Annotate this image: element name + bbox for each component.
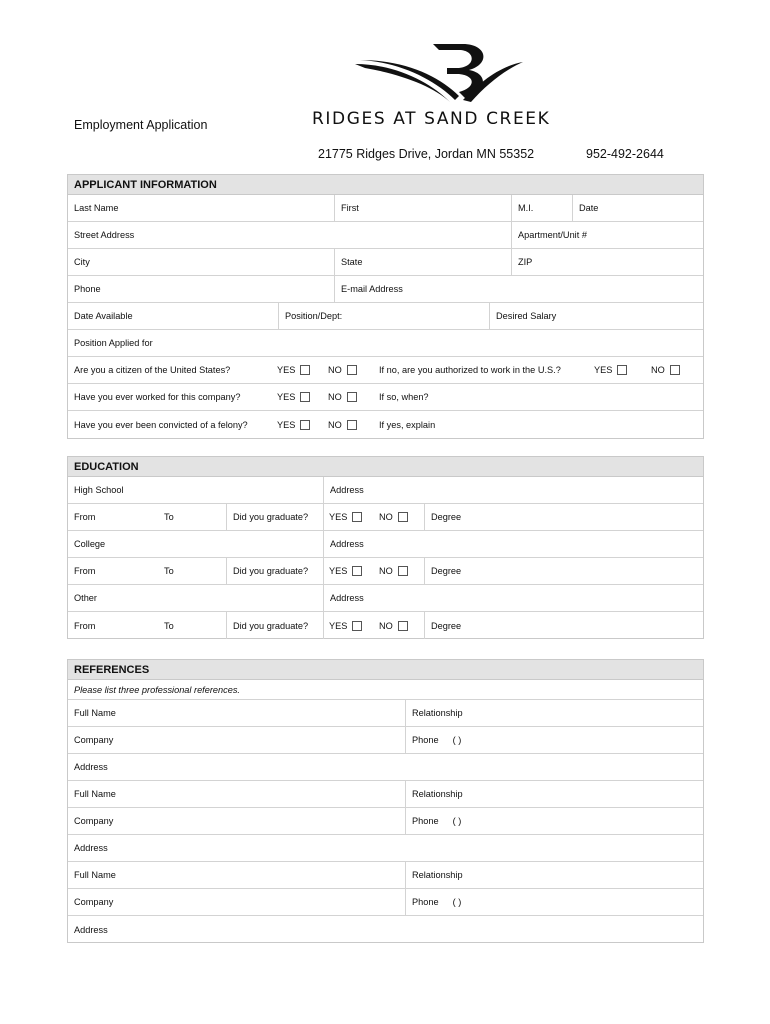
apartment-field[interactable]: Apartment/Unit #: [511, 222, 587, 248]
phone-area-code: ( ): [452, 735, 462, 745]
form-row: [68, 889, 703, 916]
checkbox[interactable]: [347, 365, 357, 375]
ref1-address-field[interactable]: Address: [74, 762, 108, 772]
email-field[interactable]: E-mail Address: [334, 276, 403, 302]
yes-label: YES: [329, 566, 348, 576]
hs-no-option[interactable]: [379, 504, 408, 530]
other-degree-field[interactable]: Degree: [424, 612, 461, 639]
no-label: NO: [328, 419, 342, 430]
form-row: [68, 531, 703, 558]
yes-label: YES: [594, 365, 613, 375]
ref1-full-name-field[interactable]: Full Name: [74, 708, 116, 718]
no-label: NO: [328, 365, 342, 375]
graduate-question: Did you graduate?: [226, 504, 308, 530]
felony-explain-field[interactable]: If yes, explain: [379, 419, 436, 430]
form-row: [68, 330, 703, 357]
college-field[interactable]: College: [74, 539, 106, 549]
high-school-field[interactable]: High School: [74, 485, 124, 495]
street-address-field[interactable]: Street Address: [74, 230, 135, 240]
form-row: [68, 916, 703, 943]
section-title: APPLICANT INFORMATION: [68, 175, 703, 195]
date-available-field[interactable]: Date Available: [74, 311, 133, 321]
no-label: NO: [651, 365, 665, 375]
citizen-no-option[interactable]: [328, 357, 357, 383]
ref2-address-field[interactable]: Address: [74, 843, 108, 853]
phone-field[interactable]: Phone: [74, 284, 101, 294]
company-phone: 952-492-2644: [586, 147, 664, 161]
checkbox[interactable]: [300, 420, 310, 430]
ref2-relationship-field[interactable]: Relationship: [405, 781, 463, 807]
ref3-phone-field[interactable]: [405, 889, 461, 915]
other-no-option[interactable]: [379, 612, 408, 639]
checkbox[interactable]: [398, 512, 408, 522]
college-to-field[interactable]: To: [164, 566, 174, 576]
graduate-question: Did you graduate?: [226, 612, 308, 639]
felony-no-option[interactable]: [328, 411, 357, 438]
position-dept-field[interactable]: Position/Dept:: [278, 303, 342, 329]
zip-field[interactable]: ZIP: [511, 249, 532, 275]
checkbox[interactable]: [352, 621, 362, 631]
citizen-yes-option[interactable]: [277, 357, 310, 383]
other-from-field[interactable]: From: [74, 620, 96, 631]
checkbox[interactable]: [398, 566, 408, 576]
middle-initial-field[interactable]: M.I.: [511, 195, 533, 221]
desired-salary-field[interactable]: Desired Salary: [489, 303, 556, 329]
form-row: [68, 781, 703, 808]
document-title: Employment Application: [74, 118, 208, 132]
checkbox[interactable]: [352, 512, 362, 522]
checkbox[interactable]: [347, 392, 357, 402]
form-row: [68, 249, 703, 276]
form-row: [68, 700, 703, 727]
yes-label: YES: [277, 419, 296, 430]
college-address-field[interactable]: Address: [323, 531, 364, 557]
hs-degree-field[interactable]: Degree: [424, 504, 461, 530]
phone-label: Phone: [412, 735, 439, 745]
date-field[interactable]: Date: [572, 195, 598, 221]
authorized-yes-option[interactable]: [594, 357, 627, 383]
phone-area-code: ( ): [452, 816, 462, 826]
high-school-address-field[interactable]: Address: [323, 477, 364, 503]
ref3-address-field[interactable]: Address: [74, 924, 108, 935]
worked-no-option[interactable]: [328, 384, 357, 410]
no-label: NO: [379, 566, 393, 576]
worked-when-field[interactable]: If so, when?: [379, 392, 429, 402]
ref1-relationship-field[interactable]: Relationship: [405, 700, 463, 726]
checkbox[interactable]: [352, 566, 362, 576]
college-from-field[interactable]: From: [74, 566, 96, 576]
phone-label: Phone: [412, 897, 439, 907]
yes-label: YES: [329, 512, 348, 522]
authorized-no-option[interactable]: [651, 357, 680, 383]
form-row: [68, 558, 703, 585]
college-no-option[interactable]: [379, 558, 408, 584]
brand-name: RIDGES AT SAND CREEK: [312, 109, 551, 129]
no-label: NO: [379, 512, 393, 522]
ref1-phone-field[interactable]: [405, 727, 461, 753]
form-row: [68, 195, 703, 222]
education-section: [67, 456, 704, 639]
checkbox[interactable]: [398, 621, 408, 631]
graduate-question: Did you graduate?: [226, 558, 308, 584]
checkbox[interactable]: [347, 420, 357, 430]
form-row: [68, 477, 703, 504]
hs-to-field[interactable]: To: [164, 512, 174, 522]
phone-area-code: ( ): [452, 897, 462, 907]
yes-label: YES: [277, 392, 296, 402]
state-field[interactable]: State: [334, 249, 362, 275]
form-row: [68, 303, 703, 330]
form-row: [68, 808, 703, 835]
form-row: [68, 680, 703, 700]
college-degree-field[interactable]: Degree: [424, 558, 461, 584]
checkbox[interactable]: [617, 365, 627, 375]
position-applied-field[interactable]: Position Applied for: [74, 338, 153, 348]
checkbox[interactable]: [300, 392, 310, 402]
form-row: [68, 727, 703, 754]
other-address-field[interactable]: Address: [323, 585, 364, 611]
form-row: [68, 862, 703, 889]
company-address: 21775 Ridges Drive, Jordan MN 55352: [318, 147, 535, 161]
checkbox[interactable]: [300, 365, 310, 375]
hs-from-field[interactable]: From: [74, 512, 96, 522]
form-row: [68, 754, 703, 781]
no-label: NO: [328, 392, 342, 402]
section-title: REFERENCES: [68, 660, 703, 680]
form-row: [68, 504, 703, 531]
ref2-full-name-field[interactable]: Full Name: [74, 789, 116, 799]
references-note: Please list three professional references.: [74, 684, 240, 695]
form-row: [68, 411, 703, 438]
hs-yes-option[interactable]: [323, 504, 362, 530]
form-row: [68, 585, 703, 612]
form-row: [68, 835, 703, 862]
city-field[interactable]: City: [74, 257, 90, 267]
ref3-relationship-field[interactable]: Relationship: [405, 862, 463, 888]
checkbox[interactable]: [670, 365, 680, 375]
citizen-question: Are you a citizen of the United States?: [74, 365, 231, 375]
ridges-logo: [355, 42, 525, 110]
applicant-information-section: [67, 174, 704, 439]
authorized-question: If no, are you authorized to work in the U.S.?: [379, 365, 561, 375]
form-row: [68, 222, 703, 249]
form-row: [68, 612, 703, 639]
worked-yes-option[interactable]: [277, 384, 310, 410]
no-label: NO: [379, 620, 393, 631]
ref1-company-field[interactable]: Company: [74, 735, 114, 745]
phone-label: Phone: [412, 816, 439, 826]
yes-label: YES: [277, 365, 296, 375]
section-title: EDUCATION: [68, 457, 703, 477]
form-row: [68, 357, 703, 384]
ref2-phone-field[interactable]: [405, 808, 461, 834]
first-name-field[interactable]: First: [334, 195, 359, 221]
college-yes-option[interactable]: [323, 558, 362, 584]
other-to-field[interactable]: To: [164, 620, 174, 631]
ref2-company-field[interactable]: Company: [74, 816, 114, 826]
references-section: [67, 659, 704, 943]
worked-question: Have you ever worked for this company?: [74, 392, 241, 402]
felony-question: Have you ever been convicted of a felony?: [74, 419, 248, 430]
form-row: [68, 276, 703, 303]
yes-label: YES: [329, 620, 348, 631]
ref3-company-field[interactable]: Company: [74, 897, 114, 907]
last-name-field[interactable]: Last Name: [74, 203, 119, 213]
ref3-full-name-field[interactable]: Full Name: [74, 870, 116, 880]
other-yes-option[interactable]: [323, 612, 362, 639]
form-row: [68, 384, 703, 411]
other-school-field[interactable]: Other: [74, 593, 97, 603]
felony-yes-option[interactable]: [277, 411, 310, 438]
